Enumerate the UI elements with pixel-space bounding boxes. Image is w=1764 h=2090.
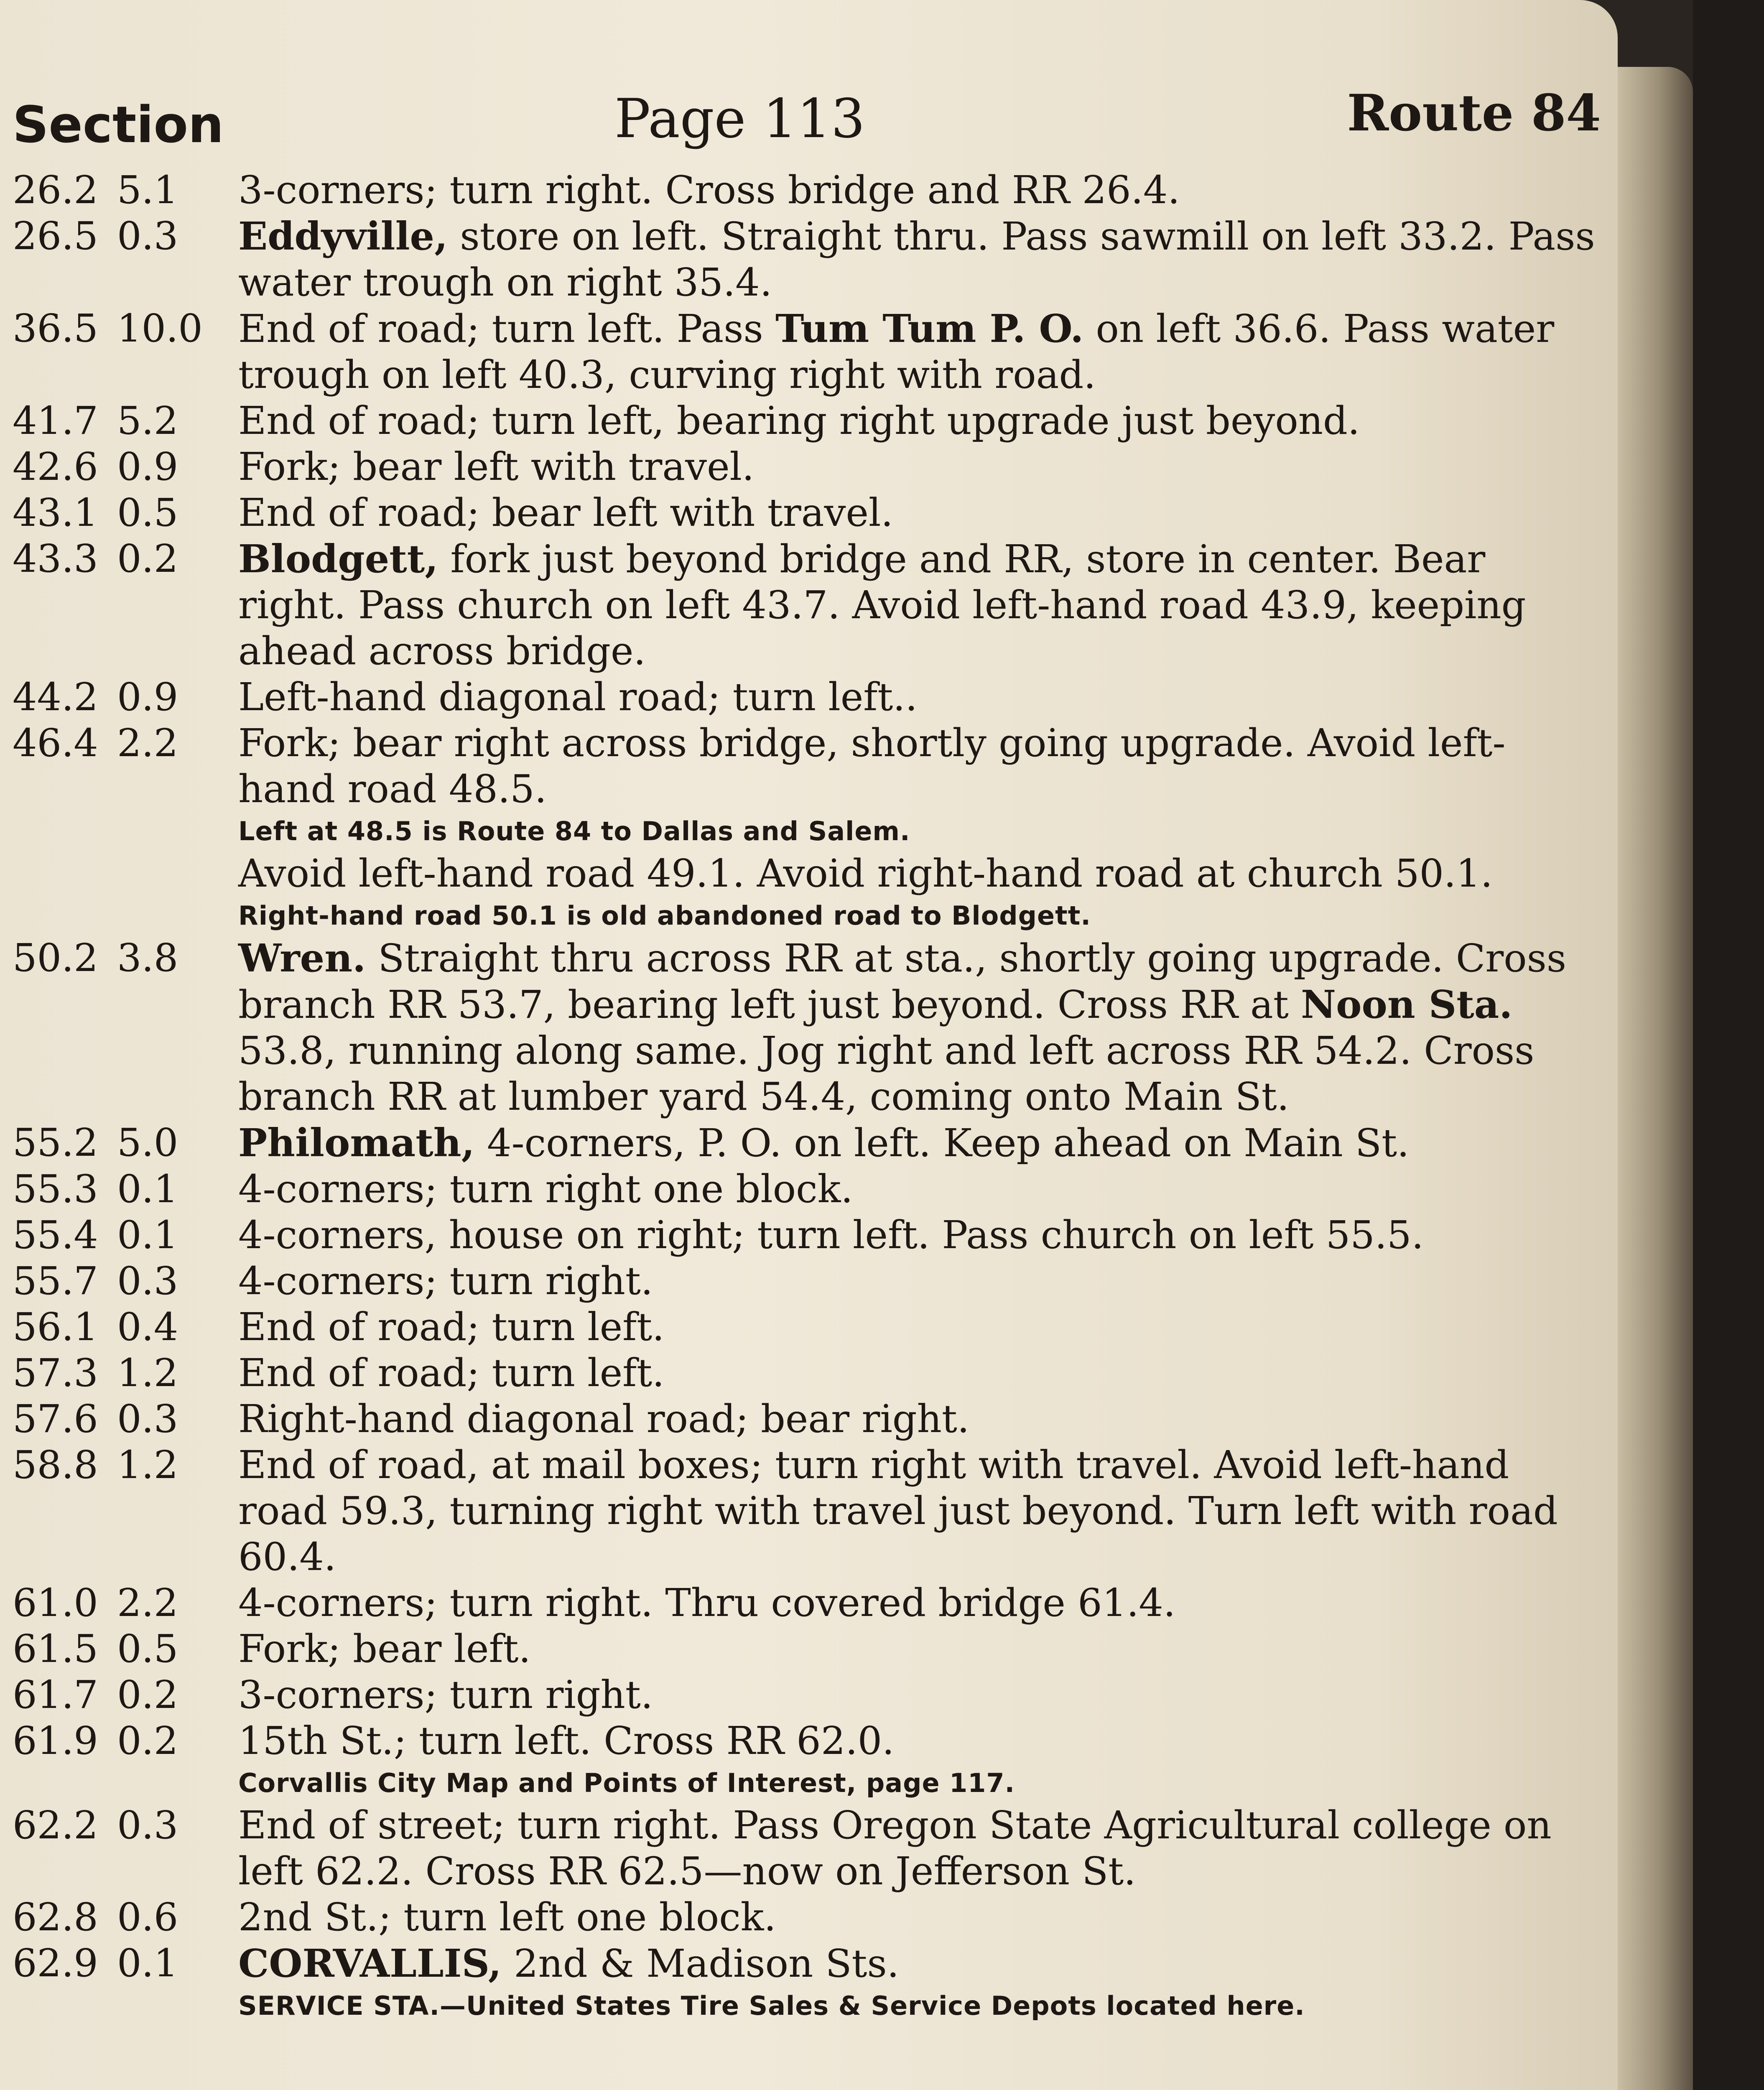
text-run: End of street; turn right. Pass Oregon State Agricultural college on left 62.2. Cross RR 62.5—now on Jefferson St. [238,1803,1552,1894]
total-mileage: 26.2 [13,168,98,212]
direction-row [13,1626,1601,1672]
total-mileage: 50.2 [13,935,98,980]
direction-row [13,398,1601,444]
header-route: Route 84 [1347,84,1601,143]
text-run: Fork; bear left. [238,1626,531,1671]
direction-text [238,1895,776,1940]
place-name: Blodgett, [238,536,438,581]
direction-row [13,1212,1601,1258]
text-run: Left-hand diagonal road; turn left.. [238,675,918,719]
direction-row [13,1718,1601,1802]
direction-text [238,398,1360,443]
text-run: store on left. Straight thru. Pass sawmill on left 33.2. Pass water trough on right 35.4. [238,214,1595,305]
distance-between: 0.3 [117,1397,178,1441]
distance-between: 0.3 [117,1259,178,1303]
text-run: End of road; turn left. [238,1305,665,1349]
distance-between: 0.3 [117,1803,178,1848]
direction-text [238,1803,1552,1894]
text-run: 2nd St.; turn left one block. [238,1895,776,1940]
place-name: Wren. [238,935,366,981]
direction-row [13,720,1601,935]
total-mileage: 42.6 [13,444,98,489]
distance-between: 3.8 [117,935,178,980]
distance-between: 1.2 [117,1443,178,1487]
total-mileage: 61.7 [13,1672,98,1717]
distance-between: 5.1 [117,168,178,212]
direction-text [238,721,1506,811]
text-run: 4-corners; turn right one block. [238,1167,853,1211]
direction-row [13,1580,1601,1626]
route-note: SERVICE STA.—United States Tire Sales & Service Depots located here. [238,1991,1305,2021]
text-run: 4-corners; turn right. [238,1259,653,1303]
text-run: 4-corners; turn right. Thru covered bridge 61.4. [238,1580,1176,1625]
header-page-number: Page 113 [614,88,865,150]
text-run: Fork; bear left with travel. [238,444,755,489]
place-name: Eddyville, [238,214,448,259]
direction-row [13,1396,1601,1442]
direction-row [13,1304,1601,1350]
distance-between: 0.9 [117,675,178,719]
total-mileage: 61.0 [13,1580,98,1625]
direction-text [238,1121,1409,1165]
distance-between: 2.2 [117,721,178,765]
direction-text [238,537,1526,673]
distance-between: 0.1 [117,1941,178,1986]
distance-between: 0.2 [117,1718,178,1763]
text-run: End of road; turn left, bearing right upgrade just beyond. [238,398,1360,443]
direction-row [13,213,1601,306]
text-run: Fork; bear right across bridge, shortly going upgrade. Avoid left-hand road 48.5. [238,721,1506,811]
total-mileage: 26.5 [13,214,98,258]
text-run: 4-corners, P. O. on left. Keep ahead on Main St. [474,1121,1410,1165]
total-mileage: 43.3 [13,536,98,581]
direction-text [238,675,918,719]
distance-between: 5.2 [117,398,178,443]
direction-row [13,167,1601,213]
distance-between: 0.4 [117,1305,178,1349]
text-run: 3-corners; turn right. Cross bridge and RR 26.4. [238,168,1180,212]
direction-text [238,1443,1558,1579]
direction-row [13,674,1601,720]
text-run: End of road, at mail boxes; turn right with travel. Avoid left-hand road 59.3, turning right with travel just beyond. Turn left with road 60.4. [238,1443,1558,1579]
text-run: End of road; turn left. [238,1351,665,1395]
direction-text [238,444,754,489]
text-run: Straight thru across RR at sta., shortly going upgrade. Cross branch RR 53.7, bearing left just beyond. Cross RR at [238,936,1567,1027]
total-mileage: 62.9 [13,1941,98,1986]
direction-text [238,1941,899,1986]
total-mileage: 41.7 [13,398,98,443]
header-section: Section [13,96,224,154]
direction-row [13,1672,1601,1718]
direction-text [238,1397,969,1441]
direction-continued: Avoid left-hand road 49.1. Avoid right-hand road at church 50.1. [238,851,1493,896]
distance-between: 0.2 [117,536,178,581]
page-edges [1618,67,1693,2090]
total-mileage: 57.3 [13,1351,98,1395]
total-mileage: 56.1 [13,1305,98,1349]
total-mileage: 43.1 [13,490,98,535]
direction-row [13,1894,1601,1940]
direction-row [13,1258,1601,1304]
place-name: Philomath, [238,1120,475,1165]
total-mileage: 55.3 [13,1167,98,1211]
direction-text [238,306,1554,397]
place-name: CORVALLIS, [238,1941,502,1986]
place-name: Tum Tum P. O. [775,306,1084,351]
direction-text [238,1626,531,1671]
total-mileage: 62.2 [13,1803,98,1848]
direction-row [13,1166,1601,1212]
text-run: 2nd & Madison Sts. [501,1941,899,1986]
total-mileage: 62.8 [13,1895,98,1940]
total-mileage: 61.5 [13,1626,98,1671]
direction-row [13,536,1601,674]
route-83-directions [13,167,1601,2025]
direction-text [238,936,1566,1119]
distance-between: 0.3 [117,214,178,258]
direction-row [13,1802,1601,1894]
total-mileage: 55.4 [13,1213,98,1257]
direction-row [13,1350,1601,1396]
direction-text [238,1718,894,1763]
direction-text [238,1672,653,1717]
book-spine [1693,0,1764,2090]
text-run: End of road; turn left. Pass [238,306,775,351]
direction-row [13,306,1601,398]
distance-between: 0.6 [117,1895,178,1940]
direction-row [13,444,1601,490]
total-mileage: 46.4 [13,721,98,765]
text-run: 4-corners, house on right; turn left. Pass church on left 55.5. [238,1213,1424,1257]
route-note: Right-hand road 50.1 is old abandoned road to Blodgett. [238,900,1091,931]
total-mileage: 57.6 [13,1397,98,1441]
page-content [13,71,1601,2090]
route-note: Left at 48.5 is Route 84 to Dallas and Salem. [238,816,910,846]
direction-row [13,490,1601,536]
distance-between: 10.0 [117,306,203,351]
direction-row [13,1940,1601,2025]
direction-text [238,490,893,535]
direction-text [238,214,1595,305]
text-run: Right-hand diagonal road; bear right. [238,1397,970,1441]
distance-between: 0.5 [117,1626,178,1671]
total-mileage: 58.8 [13,1443,98,1487]
page-header [13,71,1601,167]
direction-row [13,935,1601,1120]
distance-between: 1.2 [117,1351,178,1395]
route-note: Corvallis City Map and Points of Interest, page 117. [238,1768,1015,1798]
text-run: 53.8, running along same. Jog right and left across RR 54.2. Cross branch RR at lumber yard 54.4, coming onto Main St. [238,1028,1535,1119]
direction-text [238,168,1180,212]
text-run: 3-corners; turn right. [238,1672,653,1717]
total-mileage: 36.5 [13,306,98,351]
distance-between: 0.1 [117,1213,178,1257]
text-run: End of road; bear left with travel. [238,490,893,535]
direction-text [238,1580,1175,1625]
total-mileage: 55.7 [13,1259,98,1303]
total-mileage: 44.2 [13,675,98,719]
total-mileage: 55.2 [13,1120,98,1165]
distance-between: 2.2 [117,1580,178,1625]
direction-text [238,1259,653,1303]
text-run: on left 36.6. Pass water trough on left 40.3, curving right with road. [238,306,1555,397]
total-mileage: 61.9 [13,1718,98,1763]
direction-text [238,1305,664,1349]
text-run: fork just beyond bridge and RR, store in center. Bear right. Pass church on left 43.7. Avoid left-hand road 43.9, keeping ahead across bridge. [238,537,1526,673]
distance-between: 5.0 [117,1120,178,1165]
distance-between: 0.9 [117,444,178,489]
direction-row [13,1120,1601,1166]
text-run: 15th St.; turn left. Cross RR 62.0. [238,1718,895,1763]
direction-text [238,1167,853,1211]
distance-between: 0.5 [117,490,178,535]
direction-row [13,1442,1601,1580]
distance-between: 0.2 [117,1672,178,1717]
distance-between: 0.1 [117,1167,178,1211]
place-name: Noon Sta. [1301,982,1513,1027]
direction-text [238,1351,664,1395]
direction-text [238,1213,1424,1257]
